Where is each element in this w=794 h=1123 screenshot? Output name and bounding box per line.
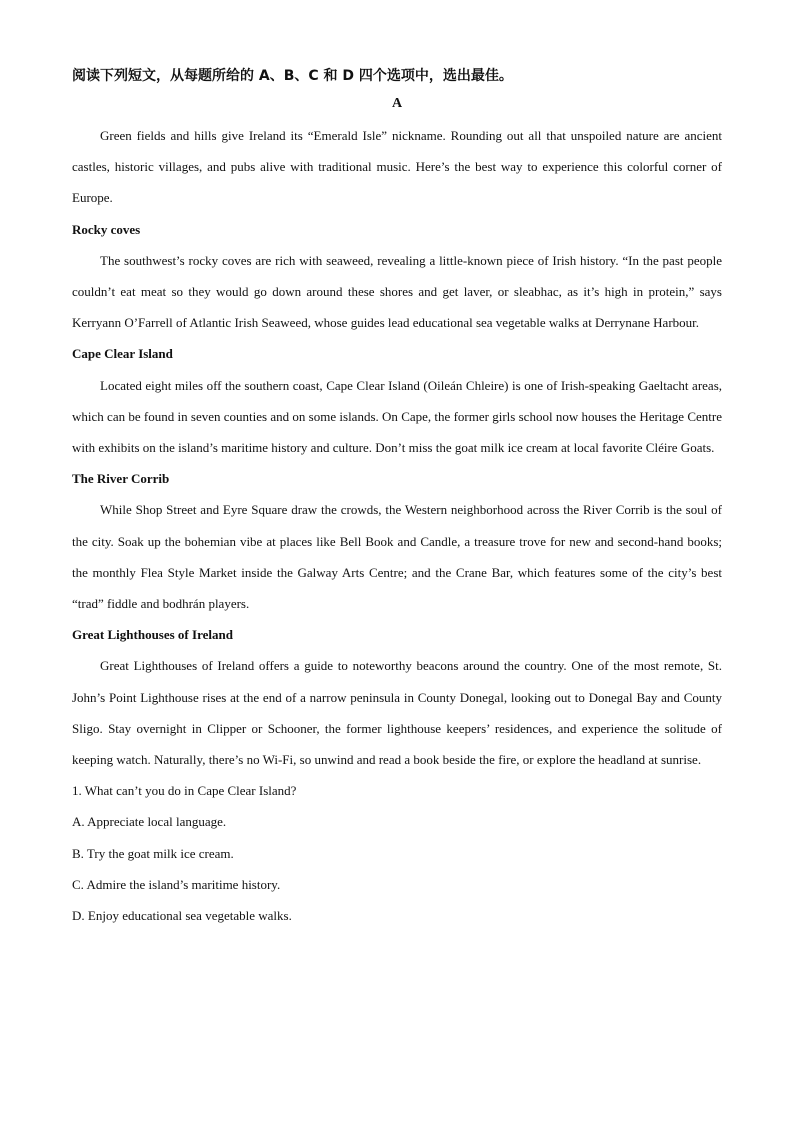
section-heading-river-corrib: The River Corrib xyxy=(72,471,170,487)
section-letter: A xyxy=(391,96,403,111)
intro-paragraph: Green fields and hills give Ireland its “Emerald Isle” nickname. Rounding out all that unspoiled nature are ancient castles, historic villages, and pubs alive with traditional music. Here’s the best way to experience this colorful corner of Europe. xyxy=(72,128,722,206)
section-text-lighthouses: Great Lighthouses of Ireland offers a guide to noteworthy beacons around the country. One of the most remote, St. John’s Point Lighthouse rises at the end of a narrow peninsula in County Donegal, looking out to Donegal Bay and County Sligo. Stay overnight in Clipper or Schooner, the former lighthouse keepers’ residences, and experience the solitude of keeping watch. Naturally, there’s no Wi-Fi, so unwind and read a book beside the fire, or explore the headland at sunrise. xyxy=(72,658,722,768)
option-b: B. Try the goat milk ice cream. xyxy=(72,845,234,861)
section-heading-lighthouses: Great Lighthouses of Ireland xyxy=(72,627,233,643)
section-text-cape-clear: Located eight miles off the southern coast, Cape Clear Island (Oileán Chleire) is one of Irish-speaking Gaeltacht areas, which can be found in seven counties and on some islands. On Cape, the former girls school now houses the Heritage Centre with exhibits on the island’s maritime history and culture. Don’t miss the goat milk ice cream at local favorite Cléire Goats. xyxy=(72,377,722,456)
option-d: D. Enjoy educational sea vegetable walks. xyxy=(72,908,292,924)
option-a: A. Appreciate local language. xyxy=(72,814,227,830)
section-text-river-corrib: While Shop Street and Eyre Square draw the crowds, the Western neighborhood across the River Corrib is the soul of the city. Soak up the bohemian vibe at places like Bell Book and Candle, a treasure trove for new and second-hand books; the monthly Flea Style Market inside the Galway Arts Centre; and the Crane Bar, which features some of the city’s best “trad” fiddle and bodhrán players. xyxy=(72,502,722,612)
section-text-rocky-coves: The southwest’s rocky coves are rich with seaweed, revealing a little-known piece of Irish history. “In the past people couldn’t eat meat so they would go down around these shores and get laver, or sleabhac, as it’s high in protein,” says Kerryann O’Farrell of Atlantic Irish Seaweed, whose guides lead educational sea vegetable walks at Derrynane Harbour. xyxy=(72,252,722,331)
instruction-text: 阅读下列短文，从每题所给的 A、B、C 和 D 四个选项中，选出最佳。 xyxy=(72,68,513,84)
document-page xyxy=(72,66,722,931)
question-text: 1. What can’t you do in Cape Clear Island? xyxy=(72,783,297,799)
option-c: C. Admire the island’s maritime history. xyxy=(72,876,281,892)
section-heading-cape-clear: Cape Clear Island xyxy=(72,346,173,362)
section-heading-rocky-coves: Rocky coves xyxy=(72,221,141,237)
